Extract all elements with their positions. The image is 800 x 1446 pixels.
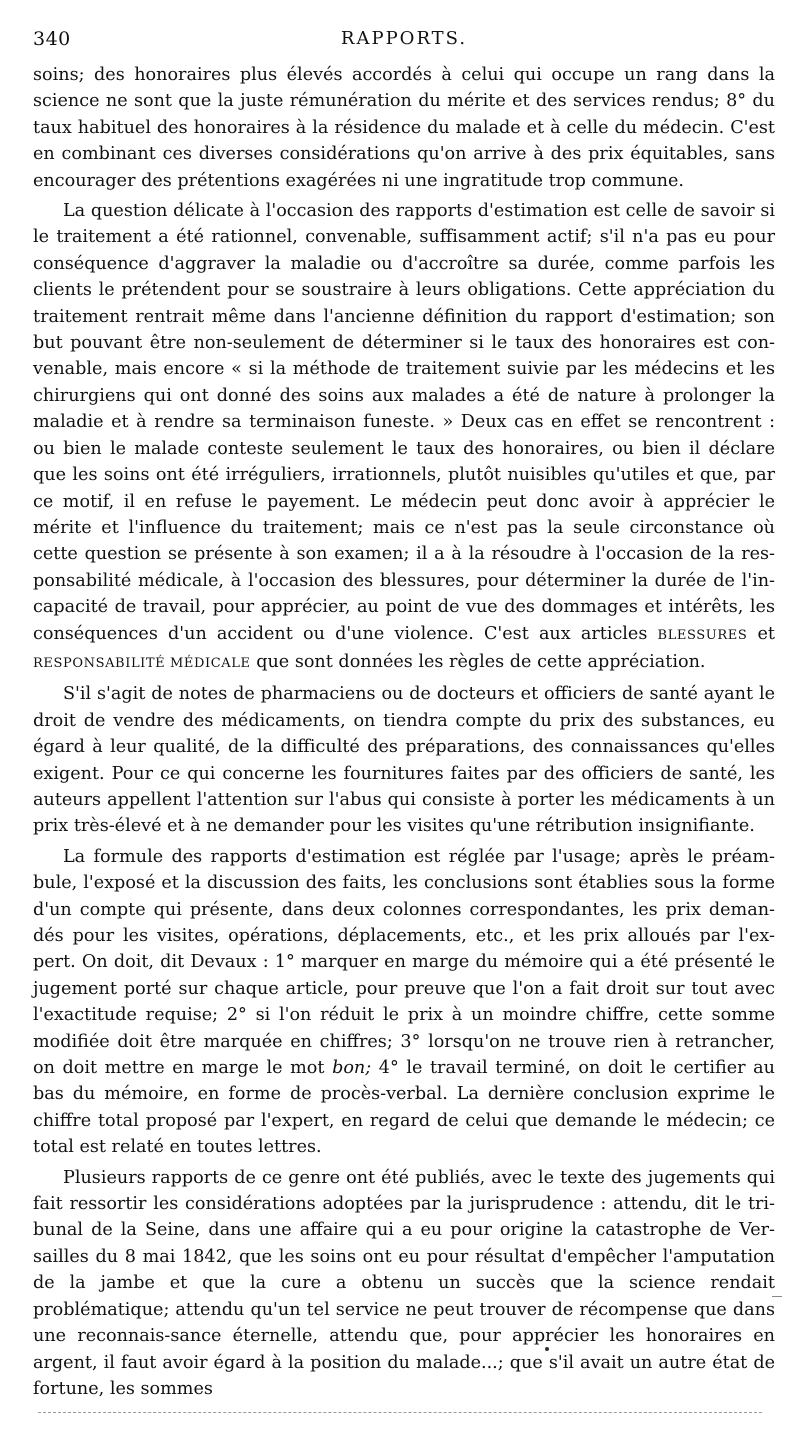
paragraph-text: et bbox=[747, 623, 776, 644]
paragraph-text: Plusieurs rapports de ce genre ont été publiés, avec le texte des jugements qui fait ressortir les considérations adoptées par la jurisprudence : attendu, dit le tri-bunal de la Seine, dans une affaire qui a eu pour origine la catastrophe de Ver-sailles du 8 mai 1842, que les soins ont eu pour résultat d'empêcher l'amputation de la jambe et que la cure a obtenu un succès que la science rendait problématique; attendu qu'un tel service ne peut trouver de récompense que dans une reconnais-sance éternelle, attendu que, pour apprécier les honoraires en argent, il faut avoir égard à la position du malade...; que s'il avait un autre état de fortune, les sommes bbox=[33, 1167, 775, 1399]
paragraph-text: que sont données les règles de cette appréciation. bbox=[250, 651, 706, 672]
paragraph-text: La formule des rapports d'estimation est réglée par l'usage; après le préam-bule, l'exposé et la discussion des faits, les conclusions sont établies sous la forme d'un compte qui présente, dans deux colonnes correspondantes, les prix deman-dés pour les visites, opérations, déplacements, etc., et les prix alloués par l'ex-pert. On doit, dit Devaux : 1° marquer en marge du mémoire qui a été présenté le jugement porté sur chaque article, pour preuve que l'on a fait droit sur tout avec l'exactitude requise; 2° si l'on réduit le prix à un moindre chiffre, cette somme modifiée doit être marquée en chiffres; 3° lorsqu'on ne trouve rien à retrancher, on doit mettre en marge le mot bbox=[33, 846, 775, 1079]
paragraph-treatment-assessment bbox=[33, 198, 775, 677]
margin-mark bbox=[772, 1296, 782, 1297]
paragraph-continuation bbox=[33, 62, 775, 194]
paragraph-text: soins; des honoraires plus élevés accordés à celui qui occupe un rang dans la science ne sont que la juste rémunération du mérite et des services rendus; 8° du taux habituel des honoraires à la résidence du malade et à celle du médecin. C'est en combinant ces diverses considérations qu'on arrive à des prix équitables, sans encourager des prétentions exagérées ni une ingratitude trop commune. bbox=[33, 65, 775, 191]
ink-speck bbox=[545, 1347, 549, 1351]
paragraph-text: La question délicate à l'occasion des rapports d'estimation est celle de savoir si le traitement a été rationnel, convenable, suffisamment actif; s'il n'a pas eu pour conséquence d'aggraver la maladie ou d'accroître sa durée, comme parfois les clients le prétendent pour se soustraire à leurs obligations. Cette appréciation du traitement rentrait même dans l'ancienne définition du rapport d'estimation; son but pouvant être non-seulement de déterminer si le taux des honoraires est con-venable, mais encore « si la méthode de traitement suivie par les médecins et les chirurgiens qui ont donné des soins aux malades a été de nature à prolonger la maladie et à rendre sa terminaison funeste. » Deux cas en effet se rencontrent : ou bien le malade conteste seulement le taux des honoraires, ou bien il déclare que les soins ont été irréguliers, irrationnels, plutôt nuisibles qu'utiles et que, par ce motif, il en refuse le payement. Le médecin peut donc avoir à apprécier le mérite et l'influence du traitement; mais ce n'est pas la seule circonstance où cette question se présente à son examen; il a à la résoudre à l'occasion de la res-ponsabilité médicale, à l'occasion des blessures, pour déterminer la durée de l'in-capacité de travail, pour apprécier, au point de vue des dommages et intérêts, les conséquences d'un accident ou d'une violence. C'est aux articles bbox=[33, 201, 775, 644]
paragraph-jurisprudence bbox=[33, 1165, 775, 1403]
italic-word: bon; bbox=[332, 1058, 372, 1079]
paragraph-report-formula bbox=[33, 844, 775, 1161]
page-number: 340 bbox=[33, 28, 71, 50]
book-page bbox=[33, 28, 775, 1406]
paragraph-pharmacists bbox=[33, 681, 775, 839]
running-title: RAPPORTS. bbox=[340, 28, 468, 49]
page-header bbox=[33, 28, 775, 62]
cross-reference-blessures: BLESSURES bbox=[657, 627, 748, 643]
paragraph-text: S'il s'agit de notes de pharmaciens ou de docteurs et officiers de santé ayant le droit de vendre des médicaments, on tiendra compte du prix des substances, eu égard à leur qualité, de la difficulté des préparations, des connaissances qu'elles exigent. Pour ce qui concerne les fournitures faites par des officiers de santé, les auteurs appellent l'attention sur l'abus qui consiste à porter les médicaments à un prix très-élevé et à ne demander pour les visites qu'une rétribution insignifiante. bbox=[33, 684, 775, 837]
paragraph-text: 4° le travail terminé, on doit le certifier au bas du mémoire, en forme de procès-verbal. La dernière conclusion exprime le chiffre total proposé par l'expert, en regard de celui que demande le médecin; ce total est relaté en toutes lettres. bbox=[33, 1058, 775, 1158]
cross-reference-responsabilite: RESPONSABILITÉ MÉDICALE bbox=[33, 655, 251, 671]
footer-rule bbox=[38, 1412, 762, 1413]
